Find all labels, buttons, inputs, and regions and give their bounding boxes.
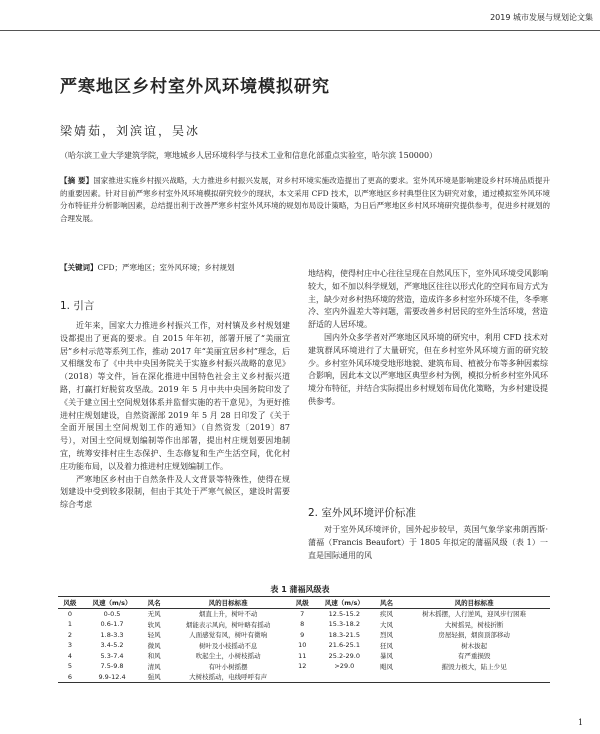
abstract-label: 【摘 要】	[60, 176, 94, 185]
keywords-text: CFD；严寒地区；室外风环境；乡村规划	[97, 263, 235, 272]
table-row	[58, 640, 550, 651]
table-cell: 人面感觉有风，树叶有微响	[189, 631, 268, 640]
table-cell: 2	[67, 630, 72, 639]
table-cell: 9.9-12.4	[98, 672, 126, 681]
table-cell: 11	[298, 651, 307, 660]
table-cell: 摧毁力极大，陆上少见	[441, 662, 507, 671]
table-cell	[398, 672, 550, 683]
table-cell: 1	[67, 620, 72, 629]
paragraph: 对于室外风环境评价，国外起步较早，英国气象学家弗朗西斯·蒲福（Francis Beaufort）于 1805 年拟定的蒲福风级（表 1）一直是国际通用的风	[308, 525, 548, 560]
table-caption: 表 1 蒲福风级表	[270, 585, 330, 594]
table-header: 风的目标标准	[208, 598, 248, 607]
table-cell: 21.6-25.1	[328, 641, 360, 650]
table-cell: 0.6-1.7	[100, 620, 124, 629]
left-column	[60, 320, 290, 512]
table-header: 风的目标标准	[454, 598, 494, 607]
table-row	[58, 672, 550, 683]
table-cell: 软风	[147, 620, 161, 629]
table-cell: 飓风	[379, 662, 393, 671]
table-row	[58, 651, 550, 662]
table-cell: 10	[298, 641, 307, 650]
table-cell: 8	[300, 620, 305, 629]
table-header: 风级	[63, 598, 77, 607]
paper-title: 严寒地区乡村室外风环境模拟研究	[60, 77, 330, 97]
section-heading-standards: 2. 室外风环境评价标准	[308, 507, 416, 519]
beaufort-table	[58, 596, 550, 683]
table-row	[58, 608, 550, 619]
table-row	[58, 630, 550, 641]
table-cell: 无风	[147, 610, 161, 619]
table-row	[58, 661, 550, 672]
table-cell: >29.0	[334, 662, 355, 671]
table-header: 风名	[147, 598, 161, 607]
table-cell: 7	[300, 609, 305, 618]
table-cell: 大树摇晃，树枝折断	[444, 620, 504, 629]
table-cell: 强风	[147, 673, 161, 682]
table-cell: 树木拔起	[461, 641, 488, 650]
right-column	[308, 268, 548, 409]
table-cell: 大树枝摇动，电线呼呼有声	[189, 673, 268, 682]
table-cell: 9	[300, 630, 305, 639]
table-cell: 大风	[379, 620, 393, 629]
table-cell: 0-0.5	[103, 609, 121, 618]
table-cell: 有叶小树摇摆	[208, 662, 248, 671]
right-column-continued	[308, 524, 548, 562]
affiliation: （哈尔滨工业大学建筑学院，寒地城乡人居环境科学与技术工业和信息化部重点实验室，哈尔滨 150000）	[60, 151, 438, 160]
table-cell	[314, 672, 374, 683]
table-cell: 疾风	[379, 610, 393, 619]
header-divider	[0, 30, 600, 31]
table-cell: 吹起尘土，小树枝摇动	[195, 652, 261, 661]
table-cell: 3.4-5.2	[100, 641, 124, 650]
running-header: 2019 城市发展与规划论文集	[490, 13, 593, 22]
page-number: 1	[578, 718, 584, 727]
table-cell: 12	[298, 662, 307, 671]
paragraph: 国内外众多学者对严寒地区风环境的研究中，利用 CFD 技术对建筑群风环境进行了大量研究，但在乡村室外风环境方面的研究较少。乡村室外风环境受地形地貌、建筑布局、植被分布等多种因素综合影响，因此本文以严寒地区典型乡村为例，模拟分析乡村室外风环境分布特征，并结合实际提出乡村规划布局优化策略，为乡村建设提供参考。	[308, 332, 548, 406]
table-header: 风速（m/s）	[324, 598, 364, 607]
abstract	[60, 175, 550, 225]
table-cell: 5.3-7.4	[100, 651, 124, 660]
table-cell: 18.3-21.5	[328, 630, 360, 639]
table-cell: 6	[67, 672, 72, 681]
table-cell: 0	[67, 609, 72, 618]
table-cell: 15.3-18.2	[328, 620, 360, 629]
table-header: 风速（m/s）	[92, 598, 132, 607]
table-header: 风名	[379, 598, 393, 607]
keywords	[60, 262, 234, 273]
paragraph: 近年来，国家大力推进乡村振兴工作，对村镇及乡村规划建设都提出了更高的要求。自 2015 年年初，部署开展了“美丽宜居”乡村示范等系列工作，推动 2017 年“美丽宜居乡村”理念，后又相继发布了《中共中央国务院关于实施乡村振兴战略的意见》（2018）等文件，旨在深化推进中国特色社会主义乡村振兴道路，打赢打好脱贫攻坚战。2019 年 5 月中共中央国务院印发了《关于建立国土空间规划体系并监督实施的若干意见》，为更好推进村庄规划建设，自然资源部 2019 年 5 月 28 日印发了《关于全面开展国土空间规划工作的通知》（自然资发〔2019〕87 号），对国土空间规划编制等作出部署，提出村庄规划要因地制宜，统筹安排村庄生态保护、生态修复和生产生活空间，优化村庄功能布局，以及着力推进村庄规划编制工作。	[60, 321, 290, 471]
table-cell: 3	[67, 641, 72, 650]
abstract-text: 国家推进实施乡村振兴战略，大力推进乡村振兴发展，对乡村环境实施改造提出了更高的要求。室外风环境是影响建设乡村环境品质提升的重要因素。针对目前严寒乡村室外风环境模拟研究较少的现状，本文采用 CFD 技术，以严寒地区乡村典型住区为研究对象，通过模拟室外风环境分布特征并分析影响因素，总结提出利于改善严寒乡村室外风环境的规划布局设计策略，为日后严寒地区乡村风环境研究提供参考，促进乡村规划的合理发展。	[60, 176, 550, 223]
table-cell: 烟能表示风向，树叶略有摇动	[185, 620, 271, 629]
table-cell: 7.5-9.8	[100, 662, 124, 671]
table-cell: 树木摇摆，人行逆风，迎风步行困难	[422, 610, 527, 619]
table-cell: 1.8-3.3	[100, 630, 124, 639]
table-cell: 狂风	[379, 641, 393, 650]
table-cell: 房屋轻损，烟囱顶部移动	[438, 631, 510, 640]
table-cell: 清风	[147, 662, 161, 671]
paragraph: 严寒地区乡村由于自然条件及人文背景等特殊性，使得在规划建设中受到较多限制，但由于其处于严寒气候区，建设时需要综合考虑	[60, 474, 290, 510]
table-cell: 烟直上升，树叶不动	[198, 610, 258, 619]
table-cell: 有严重损毁	[457, 652, 491, 661]
table-cell: 4	[67, 651, 72, 660]
section-heading-intro: 1. 引言	[60, 300, 95, 312]
table-cell: 轻风	[147, 631, 161, 640]
table-cell: 烈风	[379, 631, 393, 640]
paragraph: 地结构，使得村庄中心往往呈现在自然风压下，室外风环境受风影响较大，如不加以科学规划，严寒地区往往以形式化的空间布局方式为主，缺少对乡村热环境的营造，造成许多乡村室外环境不佳，冬季寒冷、室内外温差大等问题，需要改善乡村居民的室外生活环境，营造舒适的人居环境。	[308, 269, 548, 330]
table-cell: 暴风	[379, 652, 393, 661]
table-cell	[290, 672, 314, 683]
table-cell: 25.2-29.0	[328, 651, 360, 660]
authors: 梁婧茹，刘滨谊，吴冰	[60, 124, 201, 138]
table-cell: 和风	[147, 652, 161, 661]
table-header: 风级	[295, 598, 309, 607]
table-cell	[375, 672, 399, 683]
table-row	[58, 619, 550, 630]
table-header-row	[58, 597, 550, 609]
table-cell: 树叶及小枝摇动不息	[198, 641, 258, 650]
table-cell: 12.5-15.2	[328, 609, 360, 618]
table-cell: 5	[67, 662, 72, 671]
keywords-label: 【关键词】	[60, 263, 98, 272]
table-cell: 微风	[147, 641, 161, 650]
